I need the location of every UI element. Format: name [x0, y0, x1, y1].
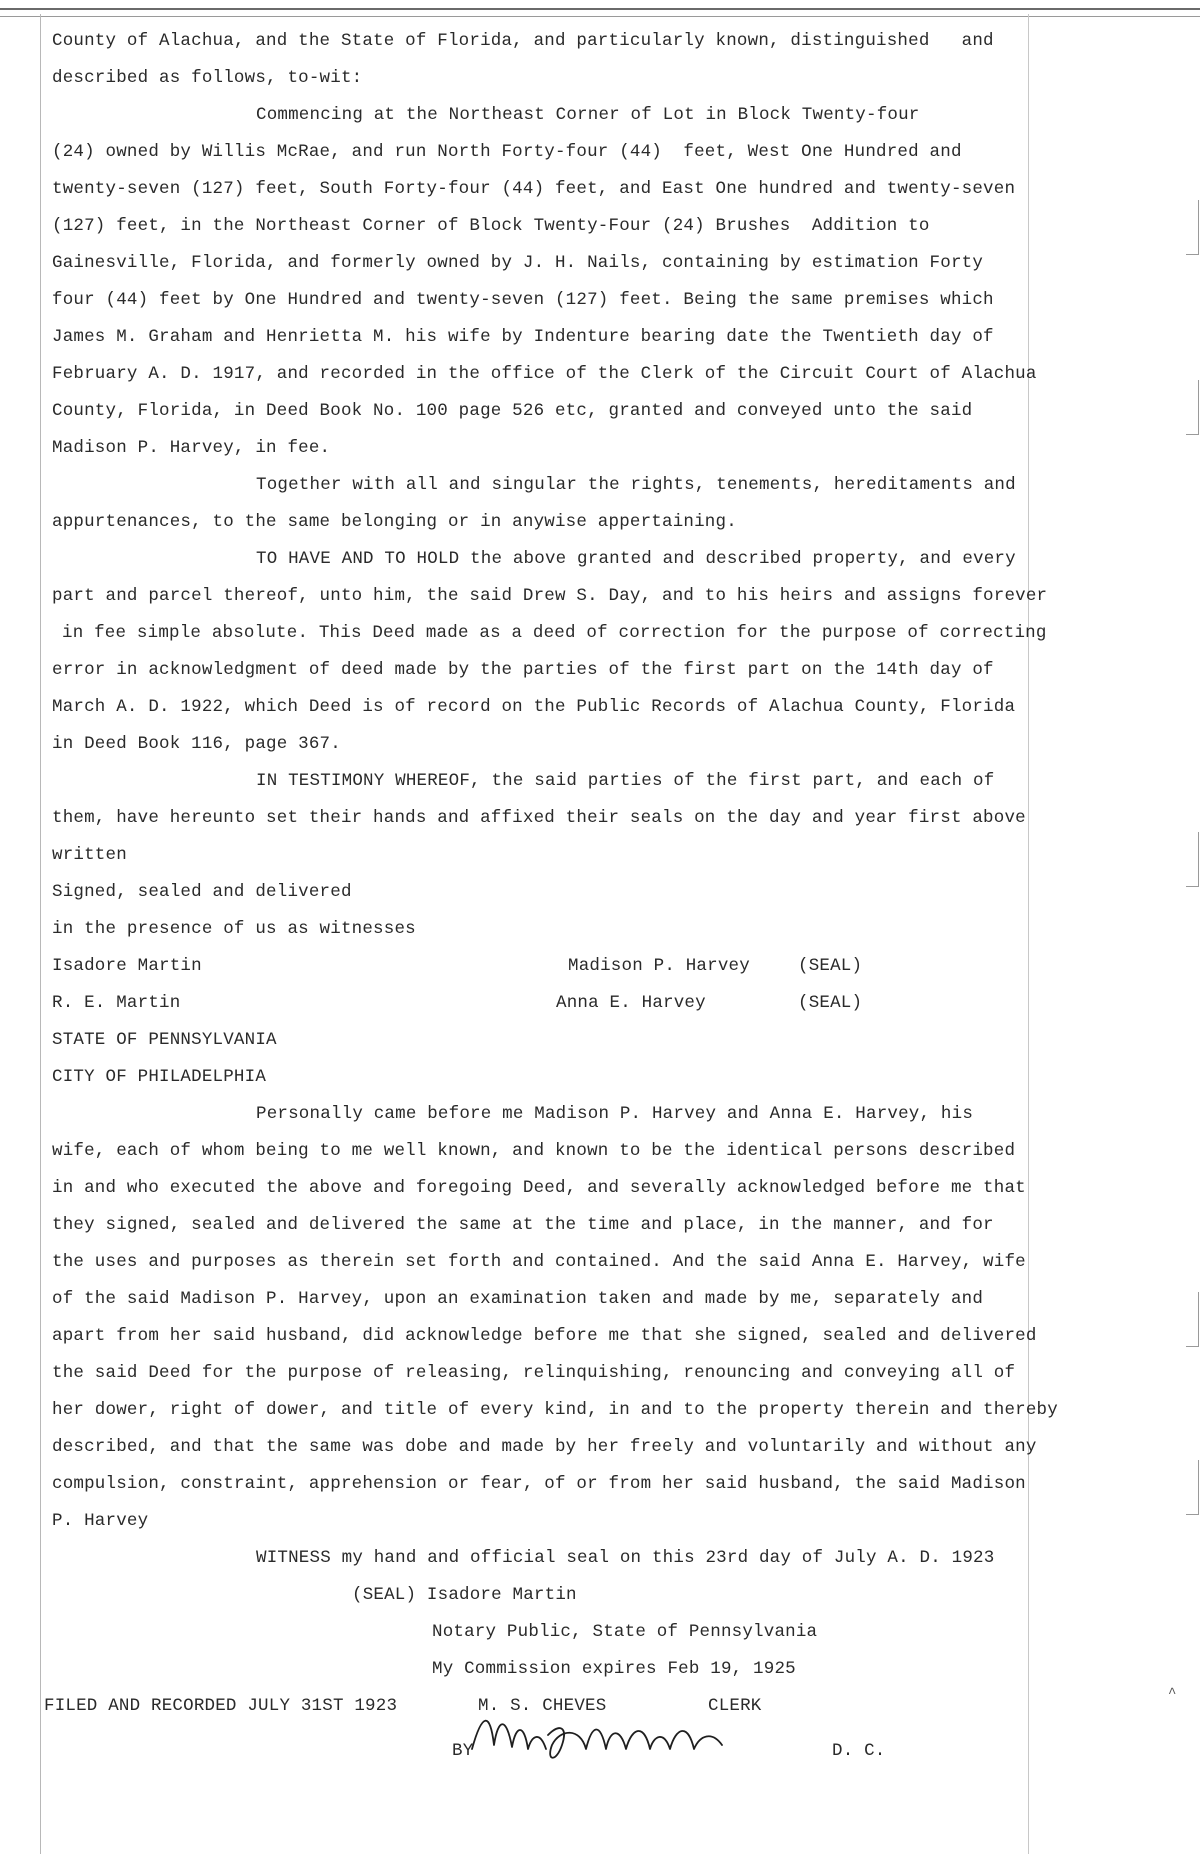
text-line: in Deed Book 116, page 367. — [52, 734, 341, 754]
by-label: BY — [452, 1741, 474, 1761]
text-line: James M. Graham and Henrietta M. his wife by Indenture bearing date the Twentieth day of — [52, 327, 994, 347]
witness-name: R. E. Martin — [52, 993, 181, 1013]
text-line: her dower, right of dower, and title of every kind, in and to the property therein and thereby — [52, 1400, 1058, 1420]
text-line: the uses and purposes as therein set forth and contained. And the said Anna E. Harvey, wife — [52, 1252, 1026, 1272]
grantor-name: Anna E. Harvey — [556, 993, 706, 1013]
text-line: Gainesville, Florida, and formerly owned by J. H. Nails, containing by estimation Forty — [52, 253, 984, 273]
margin-tick-mark: ^ — [1168, 1686, 1177, 1702]
text-line: them, have hereunto set their hands and affixed their seals on the day and year first above — [52, 808, 1026, 828]
text-line: written — [52, 845, 127, 865]
text-line: (24) owned by Willis McRae, and run North Forty-four (44) feet, West One Hundred and — [52, 142, 962, 162]
text-line: March A. D. 1922, which Deed is of record on the Public Records of Alachua County, Florida — [52, 697, 1016, 717]
grantor-name: Madison P. Harvey — [568, 956, 750, 976]
text-line: County of Alachua, and the State of Florida, and particularly known, distinguished and — [52, 31, 994, 51]
text-line: IN TESTIMONY WHEREOF, the said parties of the first part, and each of — [256, 771, 995, 791]
text-line: described as follows, to-wit: — [52, 68, 363, 88]
notary-title: Notary Public, State of Pennsylvania — [432, 1622, 818, 1642]
text-line: apart from her said husband, did acknowledge before me that she signed, sealed and delivered — [52, 1326, 1037, 1346]
text-line: Personally came before me Madison P. Harvey and Anna E. Harvey, his — [256, 1104, 974, 1124]
text-line: in fee simple absolute. This Deed made as a deed of correction for the purpose of correcting — [62, 623, 1047, 643]
clerk-name: M. S. CHEVES — [478, 1696, 607, 1716]
text-line: (127) feet, in the Northeast Corner of Block Twenty-Four (24) Brushes Addition to — [52, 216, 930, 236]
venue-city: CITY OF PHILADELPHIA — [52, 1067, 267, 1087]
seal-mark: (SEAL) — [798, 993, 863, 1013]
deputy-clerk-label: D. C. — [832, 1741, 886, 1761]
text-line: compulsion, constraint, apprehension or fear, of or from her said husband, the said Madison — [52, 1474, 1026, 1494]
text-line: County, Florida, in Deed Book No. 100 page 526 etc, granted and conveyed unto the said — [52, 401, 973, 421]
seal-mark: (SEAL) — [798, 956, 863, 976]
text-line: in and who executed the above and foregoing Deed, and severally acknowledged before me that — [52, 1178, 1026, 1198]
deputy-clerk-signature — [468, 1705, 728, 1767]
text-line: February A. D. 1917, and recorded in the office of the Clerk of the Circuit Court of Alachua — [52, 364, 1037, 384]
text-line: they signed, sealed and delivered the same at the time and place, in the manner, and for — [52, 1215, 994, 1235]
notary-name: (SEAL) Isadore Martin — [352, 1585, 577, 1605]
clerk-title: CLERK — [708, 1696, 762, 1716]
text-line: the said Deed for the purpose of releasing, relinquishing, renouncing and conveying all of — [52, 1363, 1016, 1383]
filed-recorded-line: FILED AND RECORDED JULY 31ST 1923 — [44, 1696, 398, 1716]
witness-name: Isadore Martin — [52, 956, 202, 976]
text-line: four (44) feet by One Hundred and twenty-seven (127) feet. Being the same premises which — [52, 290, 994, 310]
text-line: error in acknowledgment of deed made by the parties of the first part on the 14th day of — [52, 660, 994, 680]
text-line: of the said Madison P. Harvey, upon an examination taken and made by me, separately and — [52, 1289, 984, 1309]
text-line: wife, each of whom being to me well known, and known to be the identical persons described — [52, 1141, 1016, 1161]
text-line: TO HAVE AND TO HOLD the above granted and described property, and every — [256, 549, 1016, 569]
text-line: Commencing at the Northeast Corner of Lot in Block Twenty-four — [256, 105, 920, 125]
text-line: in the presence of us as witnesses — [52, 919, 416, 939]
text-line: Together with all and singular the rights, tenements, hereditaments and — [256, 475, 1016, 495]
text-line: Madison P. Harvey, in fee. — [52, 438, 331, 458]
text-line: P. Harvey — [52, 1511, 149, 1531]
text-line: Signed, sealed and delivered — [52, 882, 352, 902]
text-line: appurtenances, to the same belonging or in anywise appertaining. — [52, 512, 737, 532]
text-line: described, and that the same was dobe and made by her freely and voluntarily and without any — [52, 1437, 1037, 1457]
text-line: part and parcel thereof, unto him, the said Drew S. Day, and to his heirs and assigns forever — [52, 586, 1048, 606]
notary-commission: My Commission expires Feb 19, 1925 — [432, 1659, 796, 1679]
venue-state: STATE OF PENNSYLVANIA — [52, 1030, 277, 1050]
notary-witness-line: WITNESS my hand and official seal on this 23rd day of July A. D. 1923 — [256, 1548, 995, 1568]
text-line: twenty-seven (127) feet, South Forty-four (44) feet, and East One hundred and twenty-seven — [52, 179, 1016, 199]
